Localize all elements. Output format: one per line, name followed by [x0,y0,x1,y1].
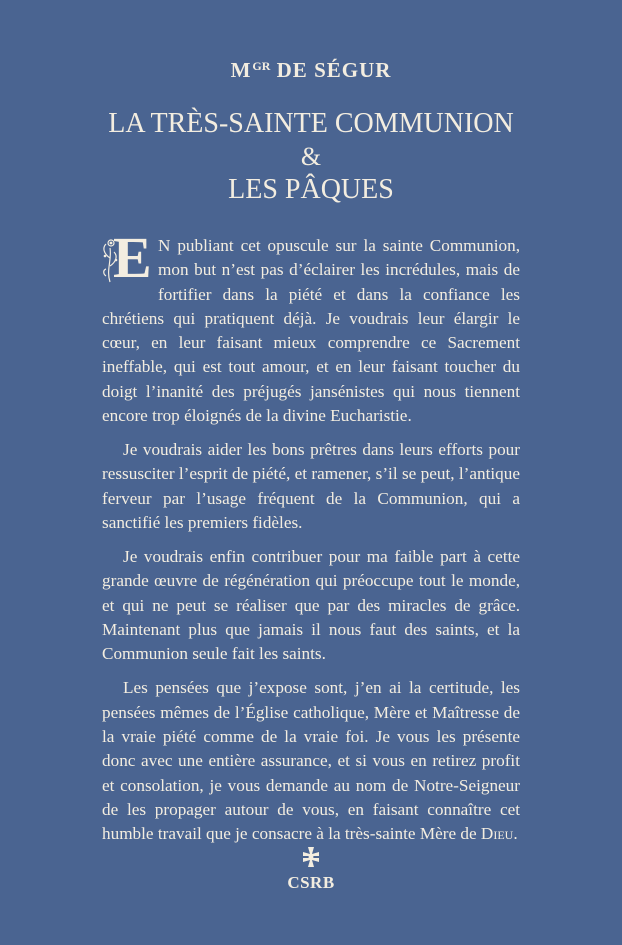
paragraph-3: Je voudrais enfin contribuer pour ma faible part à cette grande œuvre de régénération qui préoccupe tout le monde, et qui ne peut se réaliser que par des miracles de grâce. Maintenant plus que jamais il nous faut des saints, et la Communion seule fait les saints. [102,547,520,664]
book-title [0,108,622,206]
publisher-name: CSRB [287,873,335,892]
body-text [102,225,520,856]
paragraph-4 [102,676,520,846]
p4-text: Les pensées que j’expose sont, j’en ai la certitude, les pensées mêmes de l’Église catholique, Mère et Maîtresse de la vraie piété comme de la vraie foi. Je vous les présente donc avec une entière assurance, et si vous en retirez profit et consolation, je vous demande au nom de Notre-Seigneur de les propager autour de vous, en faisant connaître cet humble travail que je consacre à la très-sainte Mère de [102,678,520,844]
p1-text: publiant cet opuscule sur la sainte Communion, mon but n’est pas d’éclairer les incrédules, mais de fortifier dans la piété et dans la confiance les chrétiens qui pratiquent déjà. Je voudrais leur élargir le cœur, en leur faisant mieux comprendre ce Sacrement ineffable, qui est tout amour, et en leur faisant toucher du doigt l’inanité des préjugés jansénistes qui nous tiennent encore trop éloignés de la divine Eucharistie. [102,236,520,426]
dropcap-letter: E [113,225,152,290]
paragraph-2: Je voudrais aider les bons prêtres dans leurs efforts pour ressusciter l’esprit de piété, et ramener, s’il se peut, l’antique ferveur par l’usage fréquent de la Communion, qui a sanctifié les premiers fidèles. [102,440,520,533]
author-prefix: M [230,58,252,82]
ornamental-dropcap [102,225,154,290]
p4-dieu: Dieu [480,824,514,844]
author-superscript: GR [252,59,271,73]
cross-pattee-icon [301,847,321,867]
p1-first-letters: N [158,236,171,255]
author-line [0,58,622,83]
title-line-2: LES PÂQUES [228,174,394,205]
p4-end: . [513,824,518,844]
title-ampersand: & [300,142,322,171]
title-line-1: LA TRÈS-SAINTE COMMUNION [108,108,514,139]
paragraph-1 [102,225,520,428]
author-name: DE SÉGUR [276,58,392,82]
